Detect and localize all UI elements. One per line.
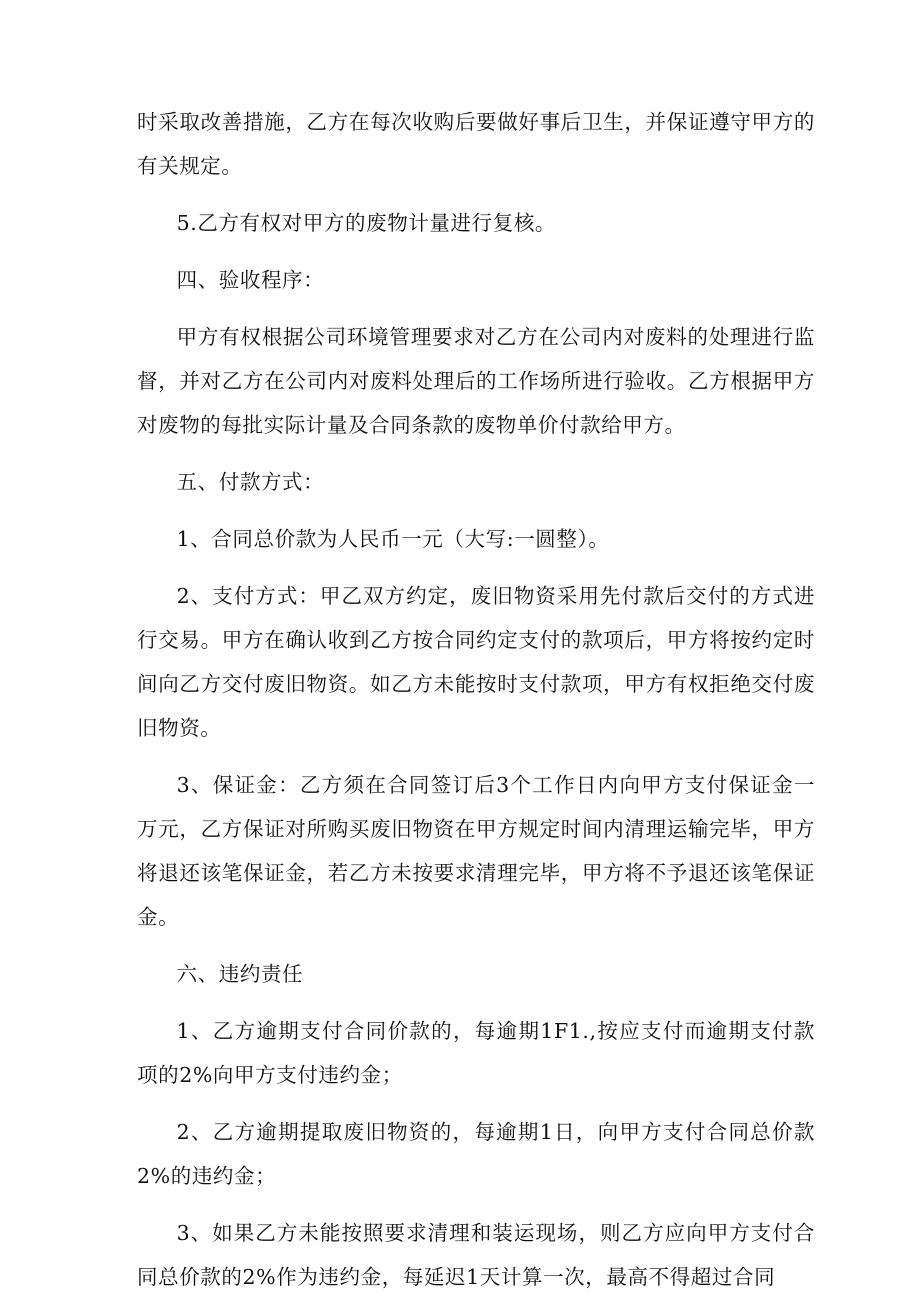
paragraph-site-clearing: 3、如果乙方未能按照要求清理和装运现场，则乙方应向甲方支付合同总价款的2%作为违约金，每延迟1天计算一次，最高不得超过合同	[137, 1221, 815, 1289]
section-heading-liability: 六、违约责任	[176, 962, 304, 986]
paragraph-payment-total: 1、合同总价款为人民币一元（大写:一圆整）。	[176, 527, 610, 551]
paragraph-acceptance-procedure: 甲方有权根据公司环境管理要求对乙方在公司内对废料的处理进行监督，并对乙方在公司内对废料处理后的工作场所进行验收。乙方根据甲方对废物的每批实际计量及合同条款的废物单价付款给甲方。	[137, 325, 815, 437]
paragraph-payment-method: 2、支付方式：甲乙双方约定，废旧物资采用先付款后交付的方式进行交易。甲方在确认收到乙方按合同约定支付的款项后，甲方将按约定时间向乙方交付废旧物资。如乙方未能按时支付款项，甲方有权拒绝交付废旧物资。	[137, 584, 815, 740]
paragraph-late-payment: 1、乙方逾期支付合同价款的，每逾期1F1.,按应支付而逾期支付款项的2%向甲方支付违约金；	[137, 1019, 815, 1087]
section-heading-payment: 五、付款方式：	[176, 470, 325, 494]
paragraph-continuation: 时采取改善措施，乙方在每次收购后要做好事后卫生，并保证遵守甲方的有关规定。	[137, 110, 815, 178]
paragraph-deposit: 3、保证金：乙方须在合同签订后3个工作日内向甲方支付保证金一万元，乙方保证对所购买废旧物资在甲方规定时间内清理运输完毕，甲方将退还该笔保证金，若乙方未按要求清理完毕，甲方将不予退还该笔保证金。	[137, 773, 815, 929]
paragraph-clause-5: 5.乙方有权对甲方的废物计量进行复核。	[176, 211, 557, 235]
section-heading-acceptance: 四、验收程序：	[176, 268, 325, 292]
paragraph-late-pickup: 2、乙方逾期提取废旧物资的，每逾期1日，向甲方支付合同总价款2%的违约金；	[137, 1120, 815, 1188]
document-body	[137, 100, 815, 1312]
